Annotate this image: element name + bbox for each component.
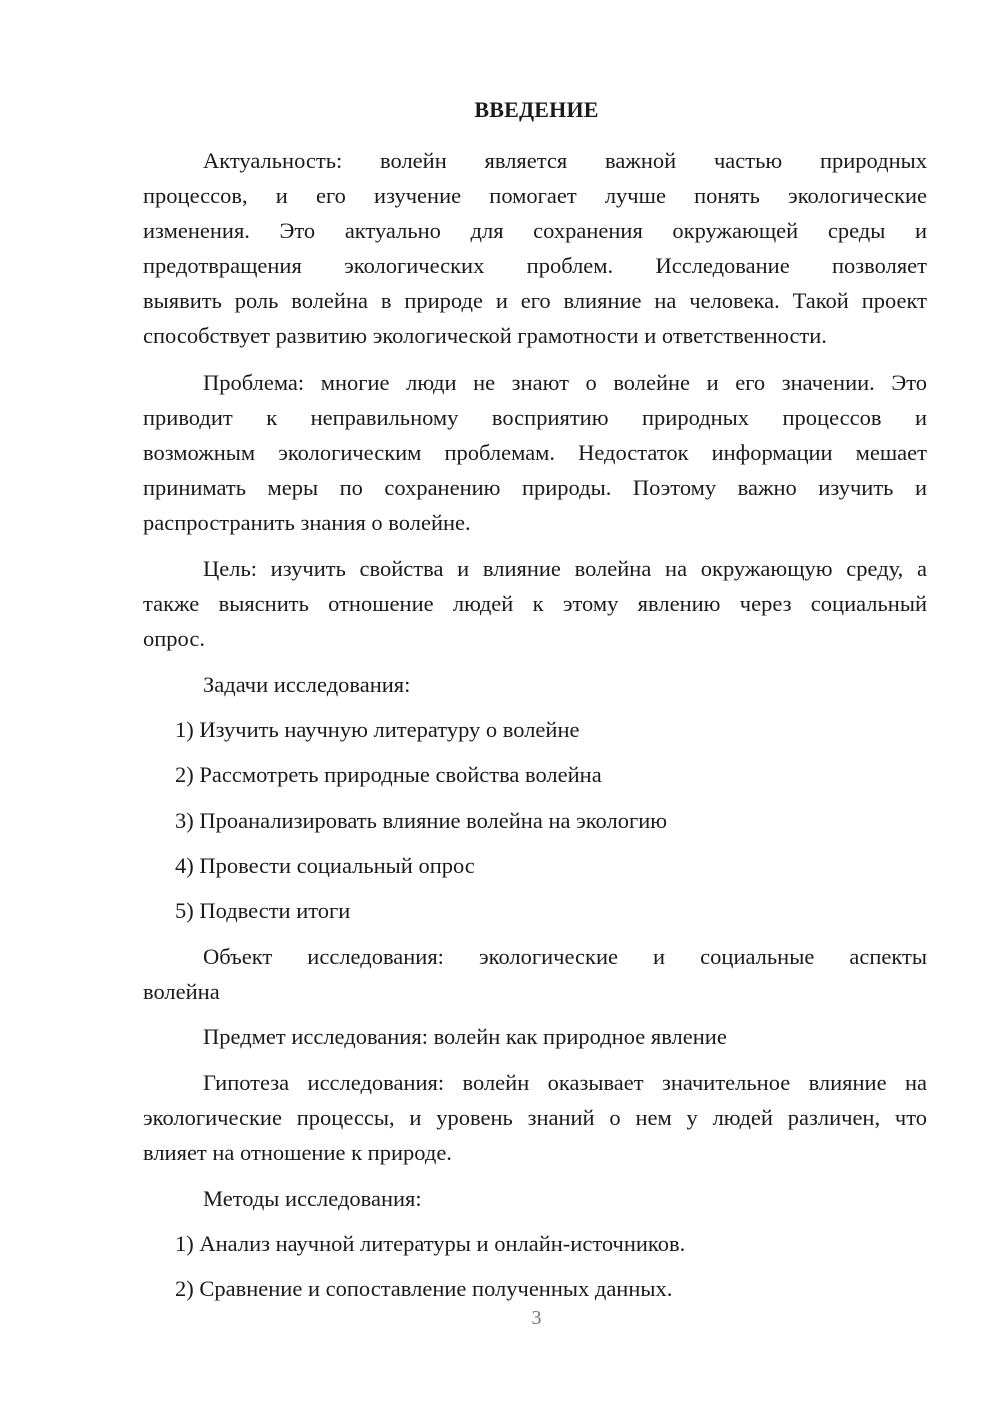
hypothesis-paragraph-line: влияет на отношение к природе. <box>143 1140 452 1165</box>
page-title: ВВЕДЕНИЕ <box>474 97 599 122</box>
method-item: 2) Сравнение и сопоставление полученных данных. <box>175 1276 673 1301</box>
subject-paragraph-line: Предмет исследования: волейн как природное явление <box>203 1024 727 1049</box>
relevance-paragraph-line: изменения. Это актуально для сохранения окружающей среды и <box>143 218 927 243</box>
page-number: 3 <box>531 1307 542 1329</box>
tasks-heading: Задачи исследования: <box>203 672 411 697</box>
relevance-paragraph-line: способствует развитию экологической грамотности и ответственности. <box>143 323 827 348</box>
problem-paragraph-line: распространить знания о волейне. <box>143 510 471 535</box>
task-item: 1) Изучить научную литературу о волейне <box>175 717 580 742</box>
goal-paragraph-line: Цель: изучить свойства и влияние волейна на окружающую среду, а <box>203 556 927 581</box>
task-item: 2) Рассмотреть природные свойства волейна <box>175 762 602 787</box>
task-item: 3) Проанализировать влияние волейна на экологию <box>175 808 668 833</box>
goal-paragraph-line: опрос. <box>143 626 205 651</box>
problem-paragraph-line: Проблема: многие люди не знают о волейне и его значении. Это <box>203 370 927 395</box>
object-paragraph-line: Объект исследования: экологические и социальные аспекты <box>203 944 927 969</box>
problem-paragraph-line: возможным экологическим проблемам. Недостаток информации мешает <box>143 440 927 465</box>
task-item: 5) Подвести итоги <box>175 898 351 923</box>
hypothesis-paragraph-line: экологические процессы, и уровень знаний о нем у людей различен, что <box>143 1105 927 1130</box>
method-item: 1) Анализ научной литературы и онлайн-источников. <box>175 1231 686 1256</box>
methods-heading: Методы исследования: <box>203 1186 422 1211</box>
problem-paragraph-line: приводит к неправильному восприятию природных процессов и <box>143 405 927 430</box>
relevance-paragraph-line: предотвращения экологических проблем. Исследование позволяет <box>143 253 927 278</box>
goal-paragraph-line: также выяснить отношение людей к этому явлению через социальный <box>143 591 927 616</box>
problem-paragraph-line: принимать меры по сохранению природы. Поэтому важно изучить и <box>143 475 927 500</box>
hypothesis-paragraph-line: Гипотеза исследования: волейн оказывает значительное влияние на <box>203 1070 927 1095</box>
task-item: 4) Провести социальный опрос <box>175 853 475 878</box>
relevance-paragraph-line: Актуальность: волейн является важной частью природных <box>203 148 927 173</box>
relevance-paragraph-line: выявить роль волейна в природе и его влияние на человека. Такой проект <box>143 288 927 313</box>
relevance-paragraph-line: процессов, и его изучение помогает лучше понять экологические <box>143 183 927 208</box>
object-paragraph-line: волейна <box>143 979 220 1004</box>
